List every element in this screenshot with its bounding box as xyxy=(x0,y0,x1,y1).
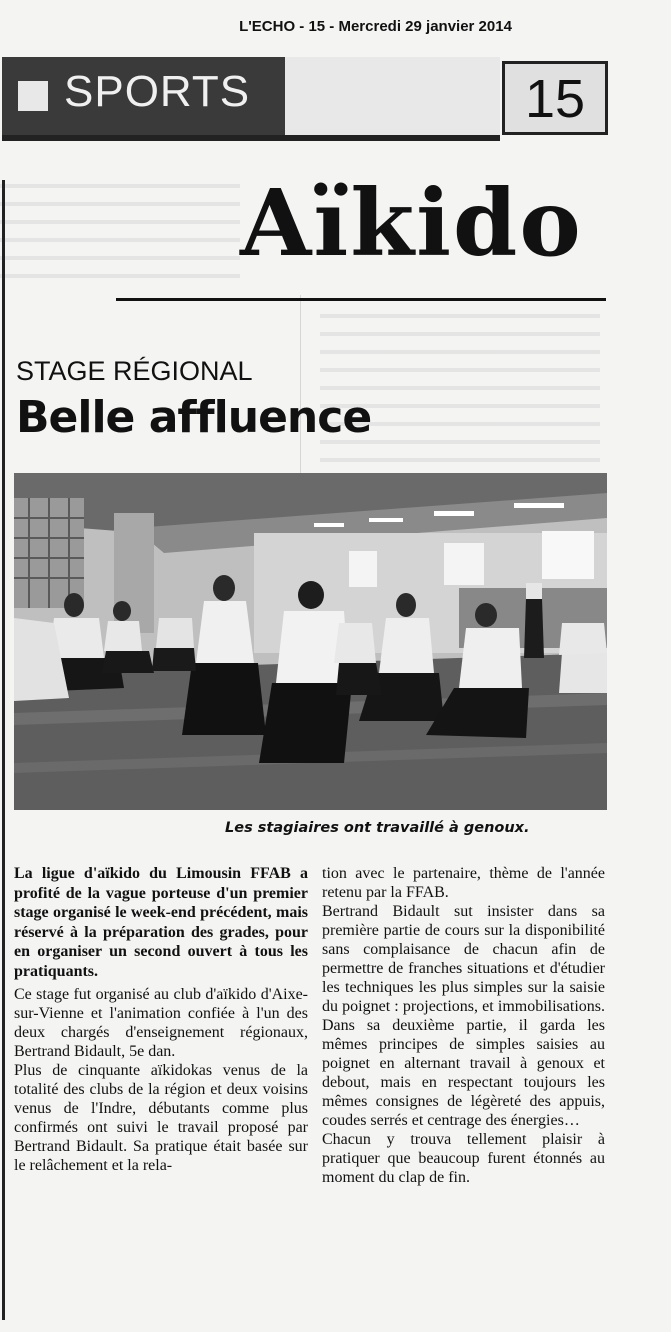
masthead: L'ECHO - 15 - Mercredi 29 janvier 2014 xyxy=(239,18,512,35)
article-paragraph: Plus de cinquante aïkidokas venus de la totalité des clubs de la région et deux voisins venus de l'Indre, débutants comme plus confirmés ont suivi le travail proposé par Bertrand Bidault. Sa pratique était basée sur le relâchement et la rela- xyxy=(14,1062,308,1174)
article-photo xyxy=(14,473,607,810)
section-label: SPORTS xyxy=(64,67,251,116)
article-paragraph: Ce stage fut organisé au club d'aïkido d'Aixe-sur-Vienne et l'animation confiée à l'un des deux chargés d'enseignement régionaux, Bertrand Bidault, 5e dan. xyxy=(14,986,308,1060)
article-lead: La ligue d'aïkido du Limousin FFAB a profité de la vague porteuse d'un premier stage organisé le week-end précédent, mais réservé à la préparation des grades, pour en organiser un second ouvert à tous les pratiquants. xyxy=(14,865,308,980)
article-column-2 xyxy=(322,864,605,1187)
article-column-1 xyxy=(14,864,308,1175)
article-headline: Belle affluence xyxy=(16,392,372,443)
article-kicker: STAGE RÉGIONAL xyxy=(16,356,253,386)
page-number: 15 xyxy=(502,61,608,135)
article-paragraph: tion avec le partenaire, thème de l'année retenu par la FFAB. xyxy=(322,865,605,901)
section-band xyxy=(2,57,606,145)
section-band-light xyxy=(285,57,500,141)
column-rule xyxy=(2,180,5,1320)
photo-caption: Les stagiaires ont travaillé à genoux. xyxy=(225,820,530,836)
square-icon xyxy=(18,81,48,111)
article-paragraph: Bertrand Bidault sut insister dans sa première partie de cours sur la disponibilité sans complaisance de chacun afin de permettre de franches situations et d'étudier les techniques les plus simples sur la saisie du poignet : projections, et immobilisations. Dans sa deuxième partie, il garda les mêmes principes de simples saisies au poignet en alternant travail à genoux et debout, mais en respectant toujours les mêmes consignes de légèreté des appuis, coudes serrés et centrage des énergies… xyxy=(322,903,605,1129)
article-paragraph: Chacun y trouva tellement plaisir à pratiquer que beaucoup furent étonnés au moment du clap de fin. xyxy=(322,1131,605,1186)
title-underline xyxy=(116,298,606,301)
article-title: Aïkido xyxy=(240,169,583,277)
